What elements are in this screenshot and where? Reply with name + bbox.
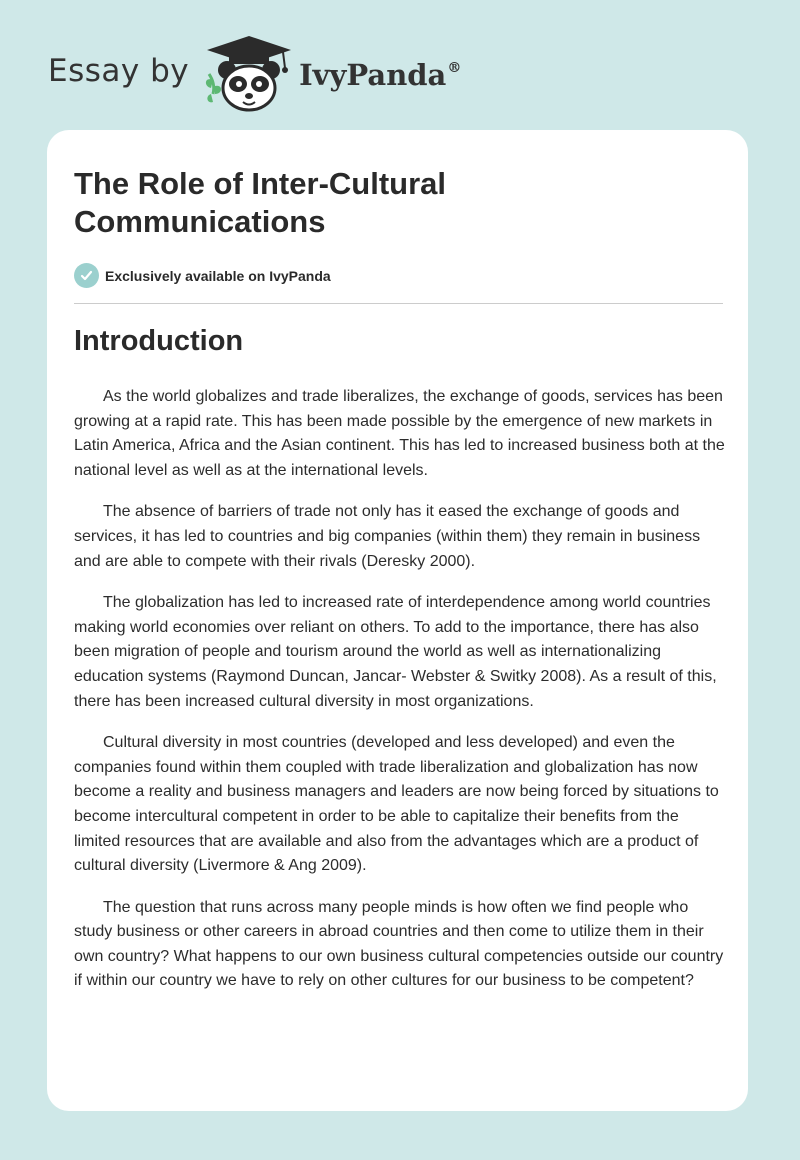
section-heading: Introduction	[74, 325, 244, 357]
paragraph: The question that runs across many people minds is how often we find people who study business or other careers in abroad countries and then come to utilize them in their own country? What happens to our own business cultural competencies outside our country if within our country we have to rely on other cultures for our business to be competent?	[74, 898, 724, 990]
divider	[74, 303, 723, 304]
paragraph: As the world globalizes and trade liberalizes, the exchange of goods, services has been growing at a rapid rate. This has been made possible by the emergence of new markets in Latin America, Africa and the Asian continent. This has led to increased business both at the national level as well as at the international levels.	[74, 388, 725, 479]
page-title: The Role of Inter-Cultural Communications	[74, 166, 446, 239]
brand-name[interactable]: IvyPanda®	[299, 58, 462, 92]
registered-mark: ®	[447, 60, 462, 76]
exclusive-badge	[74, 263, 331, 288]
paragraph: The globalization has led to increased rate of interdependence among world countries making world economies over reliant on others. To add to the importance, there has also been migration of people and tourism around the world as well as internationalizing education systems (Raymond Duncan, Jancar- Webster & Switky 2008). As a result of this, there has been increased cultural diversity in most organizations.	[74, 594, 717, 710]
panda-logo-icon[interactable]	[203, 34, 295, 114]
essay-by-label: Essay by	[48, 53, 190, 89]
paragraph: The absence of barriers of trade not only has it eased the exchange of goods and services, it has led to countries and big companies (within them) they remain in business and are able to compete with their rivals (Deresky 2000).	[74, 503, 701, 570]
badge-label: Exclusively available on IvyPanda	[105, 267, 331, 284]
article-card	[47, 130, 748, 1111]
paragraph: Cultural diversity in most countries (developed and less developed) and even the companies found within them coupled with trade liberalization and globalization has now become a reality and business managers and leaders are now being forced by situations to become intercultural competent in order to be able to capitalize their benefits from the limited resources that are available and also from the advantages which are a product of cultural diversity (Livermore & Ang 2009).	[74, 734, 719, 875]
site-header	[48, 34, 460, 114]
article-body	[74, 385, 726, 1011]
check-icon	[74, 263, 99, 288]
